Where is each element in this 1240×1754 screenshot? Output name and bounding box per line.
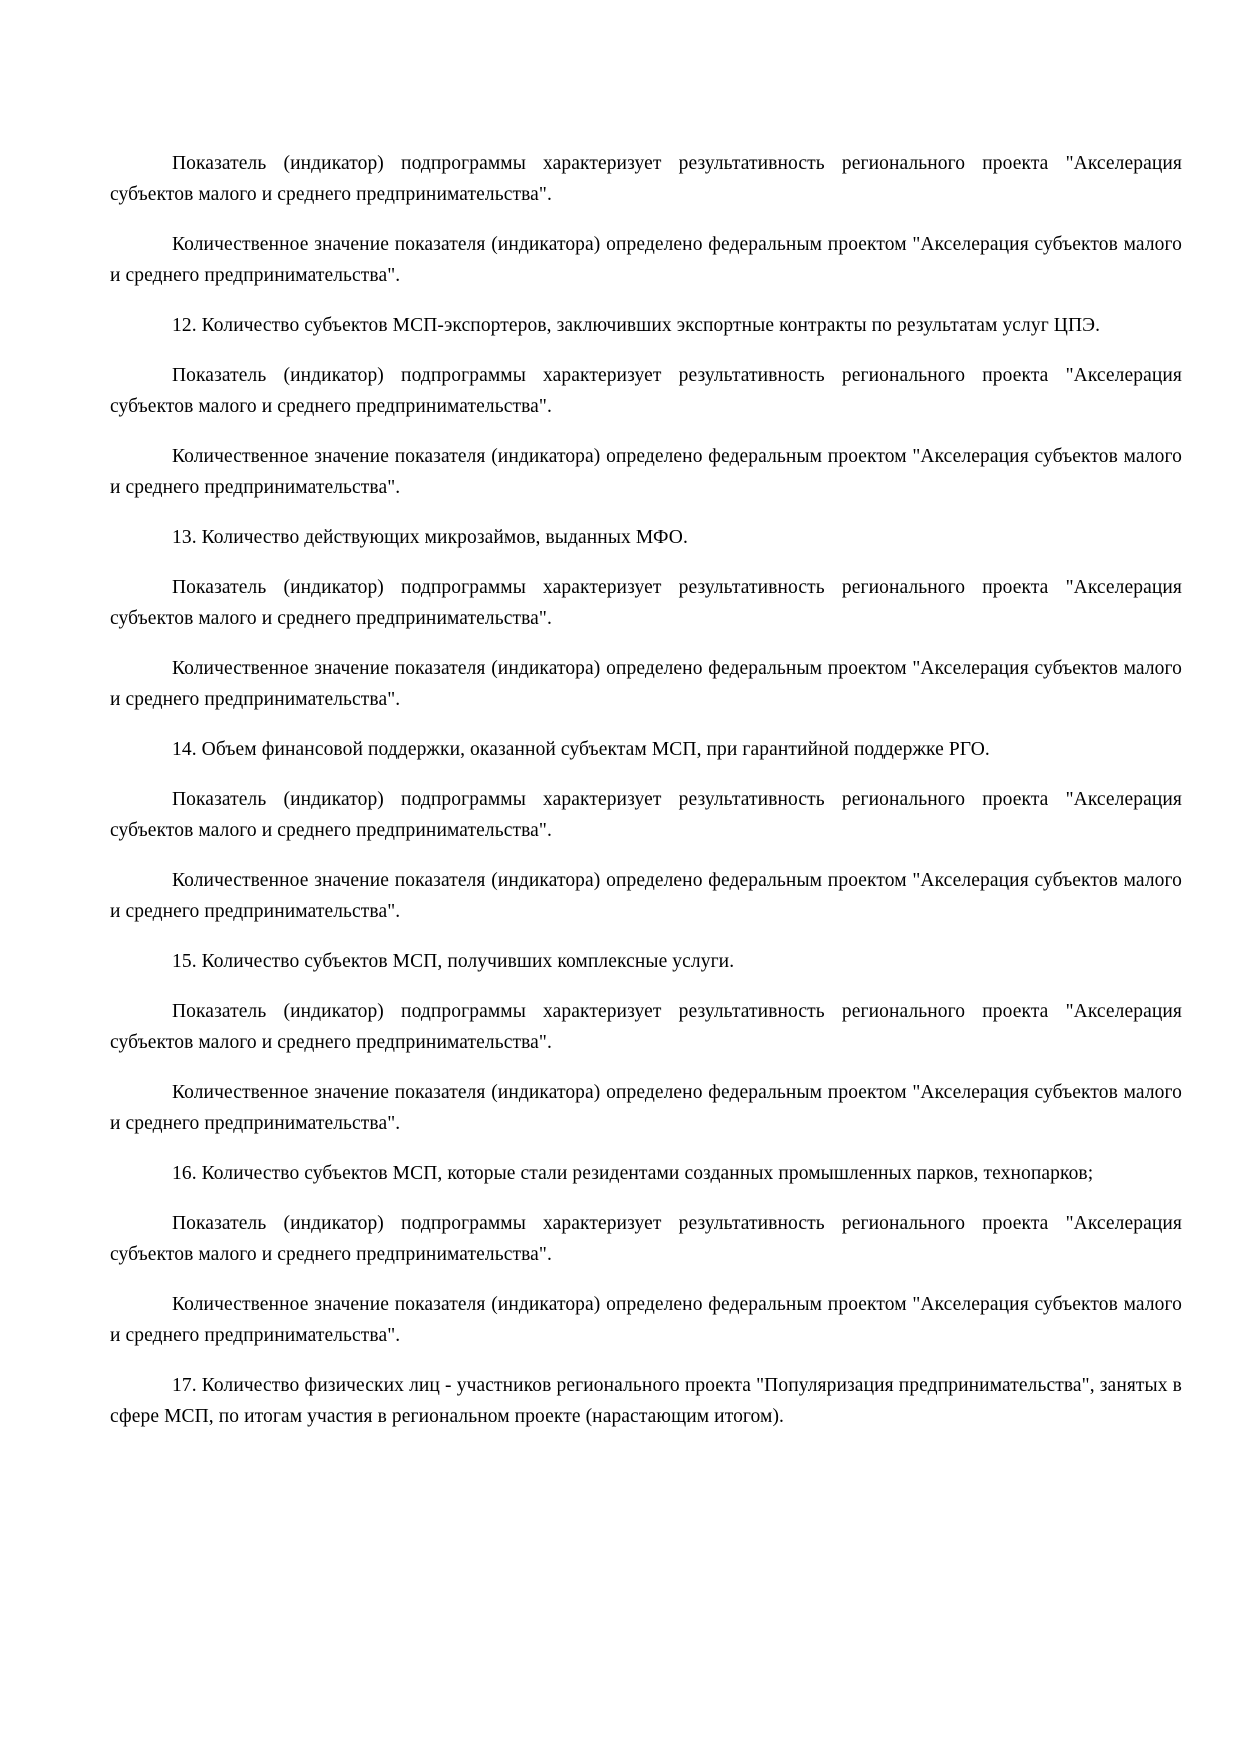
paragraph-quantitative-value: Количественное значение показателя (индикатора) определено федеральным проектом "Акселерация субъектов малого и среднего предпринимательства". xyxy=(110,1294,1182,1346)
paragraph-item-13: 13. Количество действующих микрозаймов, выданных МФО. xyxy=(172,527,688,548)
paragraph-item-12: 12. Количество субъектов МСП-экспортеров, заключивших экспортные контракты по результатам услуг ЦПЭ. xyxy=(172,315,1101,336)
paragraph-item-15: 15. Количество субъектов МСП, получивших комплексные услуги. xyxy=(172,951,735,972)
paragraph-indicator-characterizes: Показатель (индикатор) подпрограммы характеризует результативность регионального проекта "Акселерация субъектов малого и среднего предпринимательства". xyxy=(110,1213,1182,1265)
paragraph-quantitative-value: Количественное значение показателя (индикатора) определено федеральным проектом "Акселерация субъектов малого и среднего предпринимательства". xyxy=(110,870,1182,922)
paragraph-indicator-characterizes: Показатель (индикатор) подпрограммы характеризует результативность регионального проекта "Акселерация субъектов малого и среднего предпринимательства". xyxy=(110,1001,1182,1053)
paragraph-quantitative-value: Количественное значение показателя (индикатора) определено федеральным проектом "Акселерация субъектов малого и среднего предпринимательства". xyxy=(110,658,1182,710)
paragraph-quantitative-value: Количественное значение показателя (индикатора) определено федеральным проектом "Акселерация субъектов малого и среднего предпринимательства". xyxy=(110,446,1182,498)
paragraph-quantitative-value: Количественное значение показателя (индикатора) определено федеральным проектом "Акселерация субъектов малого и среднего предпринимательства". xyxy=(110,234,1182,286)
paragraph-item-16: 16. Количество субъектов МСП, которые стали резидентами созданных промышленных парков, технопарков; xyxy=(172,1163,1094,1184)
document-body xyxy=(110,148,1182,1432)
paragraph-indicator-characterizes: Показатель (индикатор) подпрограммы характеризует результативность регионального проекта "Акселерация субъектов малого и среднего предпринимательства". xyxy=(110,789,1182,841)
paragraph-indicator-characterizes: Показатель (индикатор) подпрограммы характеризует результативность регионального проекта "Акселерация субъектов малого и среднего предпринимательства". xyxy=(110,365,1182,417)
paragraph-item-17: 17. Количество физических лиц - участников регионального проекта "Популяризация предпринимательства", занятых в сфере МСП, по итогам участия в региональном проекте (нарастающим итогом). xyxy=(110,1375,1182,1427)
paragraph-item-14: 14. Объем финансовой поддержки, оказанной субъектам МСП, при гарантийной поддержке РГО. xyxy=(172,739,990,760)
paragraph-indicator-characterizes: Показатель (индикатор) подпрограммы характеризует результативность регионального проекта "Акселерация субъектов малого и среднего предпринимательства". xyxy=(110,577,1182,629)
paragraph-quantitative-value: Количественное значение показателя (индикатора) определено федеральным проектом "Акселерация субъектов малого и среднего предпринимательства". xyxy=(110,1082,1182,1134)
paragraph-indicator-characterizes: Показатель (индикатор) подпрограммы характеризует результативность регионального проекта "Акселерация субъектов малого и среднего предпринимательства". xyxy=(110,153,1182,205)
